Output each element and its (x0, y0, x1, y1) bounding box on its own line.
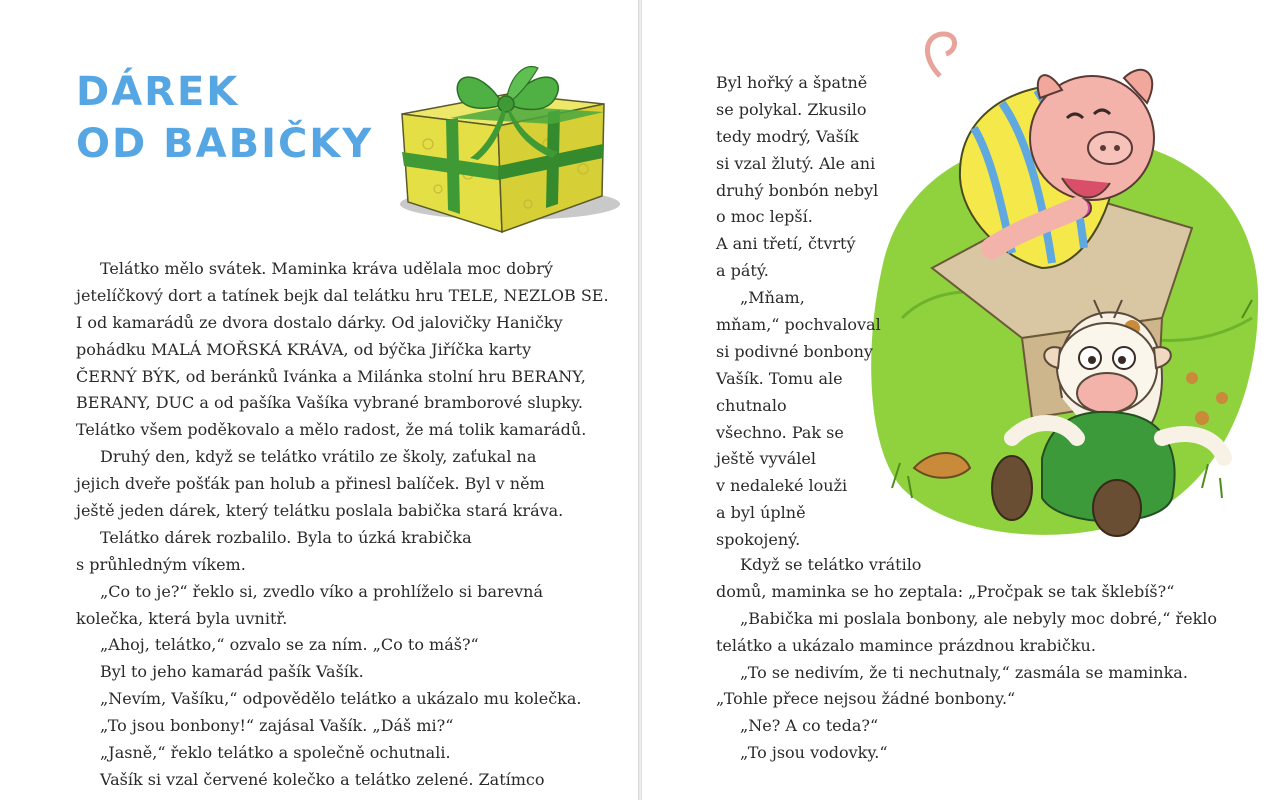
text-line: Byl hořký a špatně (716, 73, 868, 92)
text-line: „Ahoj, telátko,“ ozvalo se za ním. „Co to máš?“ (100, 635, 479, 655)
text-line: tedy modrý, Vašík (716, 126, 859, 146)
text-line: jetelíčkový dort a tatínek bejk dal telátku hru TELE, NEZLOB SE. (76, 285, 609, 305)
text-line: Druhý den, když se telátko vrátilo ze školy, zaťukal na (100, 447, 537, 467)
story-text-left (76, 256, 609, 794)
text-line: telátko a ukázalo mamince prázdnou krabičku. (716, 635, 1096, 655)
gift-box-illustration (398, 54, 620, 246)
text-line: si vzal žlutý. Ale ani (716, 153, 876, 173)
text-line: ČERNÝ BÝK, od beránků Ivánka a Milánka stolní hru BERANY, (76, 366, 586, 386)
text-line: spokojený. (716, 530, 801, 550)
text-line: jejich dveře pošťák pan holub a přinesl balíček. Byl v něm (76, 474, 545, 494)
text-line: se polykal. Zkusilo (716, 99, 867, 119)
title-line: OD BABIČKY (76, 121, 374, 167)
text-line: o moc lepší. (716, 207, 813, 227)
text-line: si podivné bonbony (716, 341, 873, 361)
text-line: s průhledným víkem. (76, 554, 246, 574)
text-line: „Babička mi poslala bonbony, ale nebyly moc dobré,“ řeklo (740, 608, 1218, 628)
text-line: a pátý. (716, 261, 769, 281)
title-line: DÁREK (76, 69, 240, 115)
text-line: ještě vyválel (716, 449, 816, 469)
story-text-right-column (716, 70, 891, 554)
text-line: Když se telátko vrátilo (740, 555, 922, 574)
story-title (76, 66, 373, 170)
text-line: „To se nedivím, že ti nechutnaly,“ zasmála se maminka. (740, 662, 1188, 682)
left-page (0, 0, 638, 800)
text-line: „Tohle přece nejsou žádné bonbony.“ (716, 689, 1016, 709)
text-line: „Co to je?“ řeklo si, zvedlo víko a prohlíželo si barevná (100, 581, 544, 601)
text-line: Telátko mělo svátek. Maminka kráva udělala moc dobrý (100, 259, 553, 278)
text-line: Vašík. Tomu ale (716, 368, 843, 388)
text-line: „To jsou vodovky.“ (740, 743, 888, 763)
text-line: „Ne? A co teda?“ (740, 716, 879, 736)
text-line: kolečka, která byla uvnitř. (76, 608, 288, 628)
text-line: domů, maminka se ho zeptala: „Pročpak se tak šklebíš?“ (716, 581, 1175, 601)
text-line: Telátko všem poděkovalo a mělo radost, že má tolik kamarádů. (76, 420, 587, 440)
text-line: mňam,“ pochvaloval (716, 315, 881, 335)
text-line: BERANY, DUC a od pašíka Vašíka vybrané bramborové slupky. (76, 393, 583, 413)
piglet-and-calf-illustration (862, 18, 1264, 558)
text-line: Vašík si vzal červené kolečko a telátko zelené. Zatímco (100, 769, 545, 789)
story-text-right-bottom (716, 552, 1236, 767)
text-line: v nedaleké louži (716, 476, 848, 496)
text-line: Telátko dárek rozbalilo. Byla to úzká krabička (100, 527, 472, 547)
text-line: druhý bonbón nebyl (716, 180, 879, 200)
text-line: „Jasně,“ řeklo telátko a společně ochutnali. (100, 743, 451, 763)
text-line: „Mňam, (740, 288, 805, 308)
text-line: pohádku MALÁ MOŘSKÁ KRÁVA, od býčka Jiříčka karty (76, 339, 532, 359)
text-line: a byl úplně (716, 503, 806, 523)
text-line: chutnalo (716, 395, 787, 415)
text-line: Byl to jeho kamarád pašík Vašík. (100, 662, 364, 682)
text-line: I od kamarádů ze dvora dostalo dárky. Od jalovičky Haničky (76, 312, 563, 332)
text-line: ještě jeden dárek, který telátku poslala babička stará kráva. (76, 501, 564, 521)
text-line: A ani třetí, čtvrtý (716, 234, 856, 254)
text-line: všechno. Pak se (716, 422, 844, 442)
text-line: „To jsou bonbony!“ zajásal Vašík. „Dáš mi?“ (100, 716, 454, 736)
text-line: „Nevím, Vašíku,“ odpovědělo telátko a ukázalo mu kolečka. (100, 689, 582, 709)
